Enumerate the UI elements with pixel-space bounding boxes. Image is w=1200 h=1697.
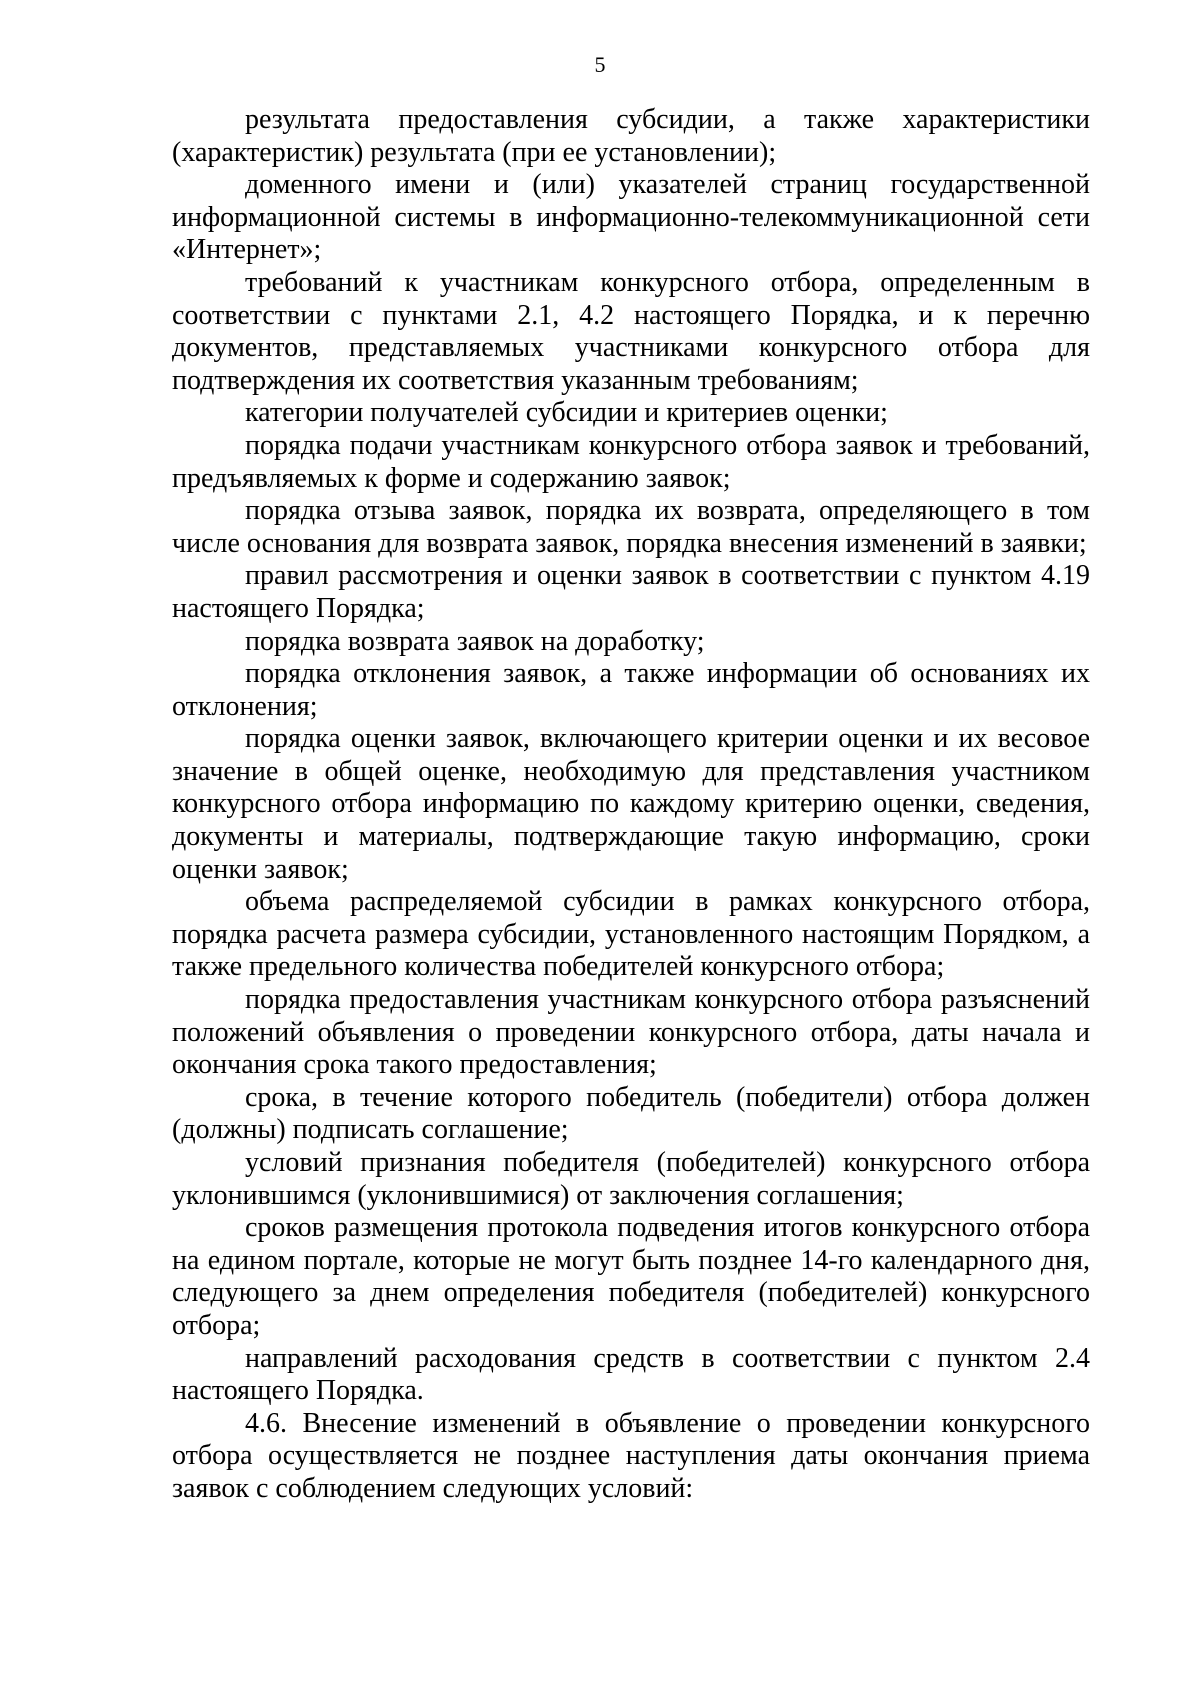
paragraph: 4.6. Внесение изменений в объявление о проведении конкурсного отбора осуществляется не позднее наступления даты окончания приема заявок с соблюдением следующих условий: [172,1407,1090,1504]
paragraph: категории получателей субсидии и критериев оценки; [245,397,888,429]
paragraph: требований к участникам конкурсного отбора, определенным в соответствии с пунктами 2.1, 4.2 настоящего Порядка, и к перечню документов, представляемых участниками конкурсного отбора для подтверждения их соответствия указанным требованиям; [172,266,1090,396]
paragraph: правил рассмотрения и оценки заявок в соответствии с пунктом 4.19 настоящего Порядка; [172,560,1090,624]
paragraph: направлений расходования средств в соответствии с пунктом 2.4 настоящего Порядка. [172,1342,1090,1407]
paragraph: объема распределяемой субсидии в рамках конкурсного отбора, порядка расчета размера субсидии, установленного настоящим Порядком, а также предельного количества победителей конкурсного отбора; [172,886,1090,983]
paragraph: доменного имени и (или) указателей страниц государственной информационной системы в информационно-телекоммуникационной сети «Интернет»; [172,169,1090,266]
document-body [172,104,1090,1506]
page-number: 5 [594,52,606,77]
paragraph: порядка подачи участникам конкурсного отбора заявок и требований, предъявляемых к форме и содержанию заявок; [172,429,1090,494]
paragraph: порядка оценки заявок, включающего критерии оценки и их весовое значение в общей оценке, необходимую для представления участником конкурсного отбора информацию по каждому критерию оценки, сведения, документы и материалы, подтверждающие такую информацию, сроки оценки заявок; [172,723,1090,885]
paragraph: сроков размещения протокола подведения итогов конкурсного отбора на едином портале, которые не могут быть позднее 14-го календарного дня, следующего за днем определения победителя (победителей) конкурсного отбора; [172,1212,1090,1341]
paragraph: порядка предоставления участникам конкурсного отбора разъяснений положений объявления о проведении конкурсного отбора, даты начала и окончания срока такого предоставления; [172,984,1090,1081]
paragraph: результата предоставления субсидии, а также характеристики (характеристик) результата (при ее установлении); [172,104,1090,168]
paragraph: порядка отзыва заявок, порядка их возврата, определяющего в том числе основания для возврата заявок, порядка внесения изменений в заявки; [172,495,1090,559]
paragraph: срока, в течение которого победитель (победители) отбора должен (должны) подписать соглашение; [172,1081,1090,1146]
paragraph: порядка отклонения заявок, а также информации об основаниях их отклонения; [172,658,1090,722]
paragraph: порядка возврата заявок на доработку; [245,625,705,657]
paragraph: условий признания победителя (победителей) конкурсного отбора уклонившимся (уклонившимися) от заключения соглашения; [172,1147,1090,1211]
